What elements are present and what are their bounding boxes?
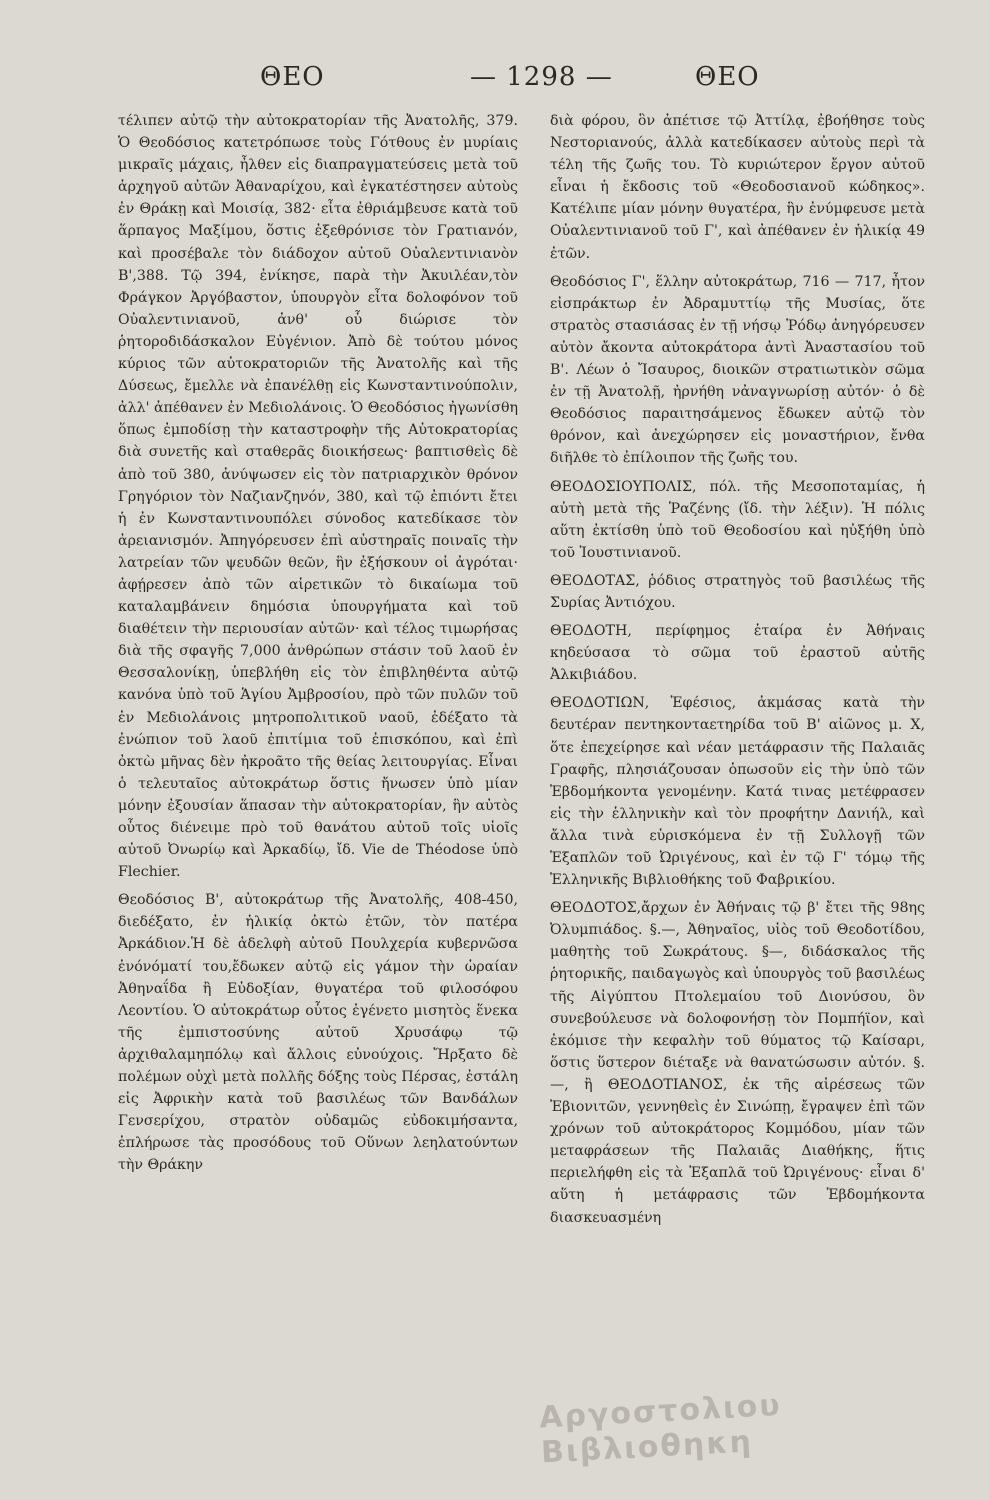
page-header bbox=[100, 62, 930, 102]
entry-theodotos: ΘΕΟΔΟΤΟΣ,ἄρχων ἐν Ἀθήναις τῷ β' ἔτει τῆς 98ης Ὀλυμπιάδος. §.—, Ἀθηναῖος, υἱὸς τοῦ Θεοδοτίδου, μαθητὴς τοῦ Σωκράτους. §—, διδάσκαλος τῆς ῥητορικῆς, παιδαγωγὸς καὶ ὑπουργὸς τοῦ βασιλέως τῆς Αἰγύπτου Πτολεμαίου τοῦ Διονύσου, ὃν συνεβούλευσε νὰ δολοφονήσῃ τὸν Πομπήϊον, καὶ ἐκόμισε τὴν κεφαλὴν τοῦ θύματος τῷ Καίσαρι, ὅστις ὕστερον διέταξε νὰ θανατώσωσιν αὐτόν. §.—, ἢ ΘΕΟΔΟΤΙΑΝΟΣ, ἐκ τῆς αἱρέσεως τῶν Ἐβιονιτῶν, γεννηθεὶς ἐν Σινώπῃ, ἔγραψεν ἐπὶ τῶν χρόνων τοῦ αὐτοκράτορος Κομμόδου, μίαν τῶν μεταφράσεων τῆς Παλαιᾶς Διαθήκης, ἥτις περιελήφθη εἰς τὰ Ἑξαπλᾶ τοῦ Ὠριγένους· εἶναι δ' αὕτη ἡ μετάφρασις τῶν Ἑβδομήκοντα διασκευασμένη bbox=[550, 900, 925, 1226]
entry-theodosioupolis: ΘΕΟΔΟΣΙΟΥΠΟΛΙΣ, πόλ. τῆς Μεσοποταμίας, ἡ αὐτὴ μετὰ τῆς Ῥαζένης (ἴδ. τὴν λέξιν). Ἡ πόλις αὕτη ἐκτίσθη ὑπὸ τοῦ Θεοδοσίου καὶ ηὐξήθη ὑπὸ τοῦ Ἰουστινιανοῦ. bbox=[550, 478, 925, 561]
page-number: — 1298 — bbox=[470, 62, 613, 92]
entry-theodosios-c: Θεοδόσιος Γ', ἕλλην αὐτοκράτωρ, 716 — 717, ἦτον εἰσπράκτωρ ἐν Ἀδραμυττίῳ τῆς Μυσίας, ὅτε στρατὸς στασιάσας ἐν τῇ νήσῳ Ῥόδῳ ἀνηγόρευσεν αὐτὸν ἄκοντα αὐτοκράτορα ἀντὶ Ἀναστασίου τοῦ Β'. Λέων ὁ Ἴσαυρος, διοικῶν στρατιωτικὸν σῶμα ἐν τῇ Ἀνατολῇ, ἠρνήθη νἀναγνωρίσῃ αὐτόν· ὁ δὲ Θεοδόσιος παραιτησάμενος ἔδωκεν αὐτῷ τὸν θρόνον, καὶ ἀνεχώρησεν εἰς μοναστήριον, ἔνθα διῆλθε τὸ ἐπίλοιπον τῆς ζωῆς του. bbox=[550, 273, 925, 467]
library-watermark: Αργοστολιου Βιβλιοθηκη bbox=[538, 1387, 783, 1471]
entry-theodote: ΘΕΟΔΟΤΗ, περίφημος ἑταίρα ἐν Ἀθήναις κηδεύσασα τὸ σῶμα τοῦ ἐραστοῦ αὐτῆς Ἀλκιβιάδου. bbox=[550, 623, 925, 684]
entry-theodosios-a-continued: τέλιπεν αὐτῷ τὴν αὐτοκρατορίαν τῆς Ἀνατολῆς, 379. Ὁ Θεοδόσιος κατετρόπωσε τοὺς Γότθους ἐν μυρίαις μικραῖς μάχαις, ἦλθεν εἰς διαπραγματεύσεις μετὰ τοῦ ἀρχηγοῦ αὐτῶν Ἀθαναρίχου, καὶ ἐγκατέστησεν αὐτοὺς ἐν Θράκῃ καὶ Μοισίᾳ, 382· εἶτα ἐθριάμβευσε κατὰ τοῦ ἅρπαγος Μαξίμου, ὅστις ἐξεθρόνισε τὸν Γρατιανόν, καὶ προσέβαλε τὸν διάδοχον αὐτοῦ Οὐαλεντινιανὸν Β',388. Τῷ 394, ἐνίκησε, παρὰ τὴν Ἀκυιλέαν,τὸν Φράγκον Ἀργόβαστον, ὑπουργὸν εἶτα δολοφόνον τοῦ Οὐαλεντινιανοῦ, ἀνθ' οὗ διώρισε τὸν ῥητοροδιδάσκαλον Εὐγένιον. Ἀπὸ δὲ τούτου μόνος κύριος τῶν αὐτοκρατοριῶν τῆς Ἀνατολῆς καὶ τῆς Δύσεως, ἔμελλε νὰ ἐπανέλθῃ εἰς Κωνσταντινούπολιν, ἀλλ' ἀπέθανεν ἐν Μεδιολάνοις. Ὁ Θεοδόσιος ἠγωνίσθη ὅπως ἐμποδίσῃ τὴν καταστροφὴν τῆς Αὐτοκρατορίας διὰ συνετῆς καὶ σταθερᾶς διοικήσεως· βαπτισθεὶς δὲ ἀπὸ τοῦ 380, ἀνύψωσεν εἰς τὸν πατριαρχικὸν θρόνον Γρηγόριον τὸν Ναζιανζηνόν, 380, καὶ τῷ ἐπιόντι ἔτει ἡ ἐν Κωνσταντινουπόλει σύνοδος κατεδίκασε τὸν ἀρειανισμόν. Ἀπηγόρευσεν ἐπὶ αὐστηραῖς ποιναῖς τὴν λατρείαν τῶν ψευδῶν θεῶν, ἣν ἐξήσκουν οἱ ἀγρόται· ἀφῄρεσεν ἀπὸ τῶν αἱρετικῶν τὸ δικαίωμα τοῦ καταλαμβάνειν δημόσια ὑπουργήματα καὶ τοῦ διαθέτειν τὴν περιουσίαν αὐτῶν· καὶ τέλος τιμωρήσας διὰ τῆς σφαγῆς 7,000 ἀνθρώπων στάσιν τοῦ λαοῦ ἐν Θεσσαλονίκῃ, ὑπεβλήθη εἰς τὸν ἐπιβληθέντα αὐτῷ κανόνα ὑπὸ τοῦ Ἁγίου Ἀμβροσίου, πρὸ τῶν πυλῶν τοῦ ἐν Μεδιολάνοις μητροπολιτικοῦ ναοῦ, ἐδέξατο τὰ ἐνώπιον τοῦ λαοῦ ἐπιτίμια τοῦ ἐπισκόπου, καὶ ἐπὶ ὀκτὼ μῆνας δὲν ἠκροᾶτο τῆς θείας λειτουργίας. Εἶναι ὁ τελευταῖος αὐτοκράτωρ ὅστις ἤνωσεν ὑπὸ μίαν μόνην ἐξουσίαν ἅπασαν τὴν αὐτοκρατορίαν, ἣν αὐτὸς οὗτος διένειμε πρὸ τοῦ θανάτου αὐτοῦ τοῖς υἱοῖς αὐτοῦ Ὀνωρίῳ καὶ Ἀρκαδίῳ, ἴδ. Vie de Théodose ὑπὸ Flechier. bbox=[118, 113, 518, 881]
entry-theodosios-b-continued: διὰ φόρου, ὃν ἀπέτισε τῷ Ἀττίλᾳ, ἐβοήθησε τοὺς Νεστοριανούς, ἀλλὰ κατεδίκασεν αὐτοὺς περὶ τὰ τέλη τῆς ζωῆς του. Τὸ κυριώτερον ἔργον αὐτοῦ εἶναι ἡ ἔκδοσις τοῦ «Θεοδοσιανοῦ κώδηκος». Κατέλιπε μίαν μόνην θυγατέρα, ἣν ἐνύμφευσε μετὰ Οὐαλεντινιανοῦ τοῦ Γ', καὶ ἀπέθανεν ἐν ἡλικίᾳ 49 ἐτῶν. bbox=[550, 113, 925, 262]
right-column bbox=[550, 110, 925, 1470]
entry-theodotion: ΘΕΟΔΟΤΙΩΝ, Ἐφέσιος, ἀκμάσας κατὰ τὴν δευτέραν πεντηκονταετηρίδα τοῦ Β' αἰῶνος μ. Χ, ὅτε ἐπεχείρησε καὶ νέαν μετάφρασιν τῆς Παλαιᾶς Γραφῆς, πλησιάζουσαν ὁπωσοῦν εἰς τὴν ὑπὸ τῶν Ἑβδομήκοντα γενομένην. Κατά τινας μετέφρασεν εἰς τὴν ἑλληνικὴν καὶ τὸν προφήτην Δανιήλ, καὶ ἄλλα τινὰ εὑρισκόμενα ἐν τῇ Συλλογῇ τῶν Ἑξαπλῶν τοῦ Ὠριγένους, καὶ ἐν τῷ Γ' τόμῳ τῆς Ἑλληνικῆς Βιβλιοθήκης τοῦ Φαβρικίου. bbox=[550, 695, 925, 889]
entry-theodotas: ΘΕΟΔΟΤΑΣ, ῥόδιος στρατηγὸς τοῦ βασιλέως τῆς Συρίας Ἀντιόχου. bbox=[550, 572, 925, 611]
header-right-guide-word: ΘΕΟ bbox=[695, 62, 760, 92]
left-column bbox=[118, 110, 518, 1470]
header-left-guide-word: ΘΕΟ bbox=[260, 62, 325, 92]
entry-theodosios-b: Θεοδόσιος Β', αὐτοκράτωρ τῆς Ἀνατολῆς, 408-450, διεδέξατο, ἐν ἡλικίᾳ ὀκτὼ ἐτῶν, τὸν πατέρα Ἀρκάδιον.Ἡ δὲ ἀδελφὴ αὐτοῦ Πουλχερία κυβερνῶσα ἐνόνόματί του,ἔδωκεν αὐτῷ εἰς γάμον τὴν ὡραίαν Ἀθηναΐδα ἢ Εὐδοξίαν, θυγατέρα τοῦ φιλοσόφου Λεοντίου. Ὁ αὐτοκράτωρ οὗτος ἐγένετο μισητὸς ἕνεκα τῆς ἐμπιστοσύνης αὐτοῦ Χρυσάφῳ τῷ ἀρχιθαλαμηπόλῳ καὶ ἄλλοις εὐνούχοις. Ἤρξατο δὲ πολέμων οὐχὶ μετὰ πολλῆς δόξης τοὺς Πέρσας, ἐστάλη εἰς Ἀφρικὴν κατὰ τοῦ βασιλέως τῶν Βανδάλων Γενσερίχου, στρατὸν οὐδαμῶς εὐδοκιμήσαντα, ἐπλήρωσε τὰς προσόδους τοῦ Οὕνων λεηλατούντων τὴν Θράκην bbox=[118, 892, 518, 1174]
